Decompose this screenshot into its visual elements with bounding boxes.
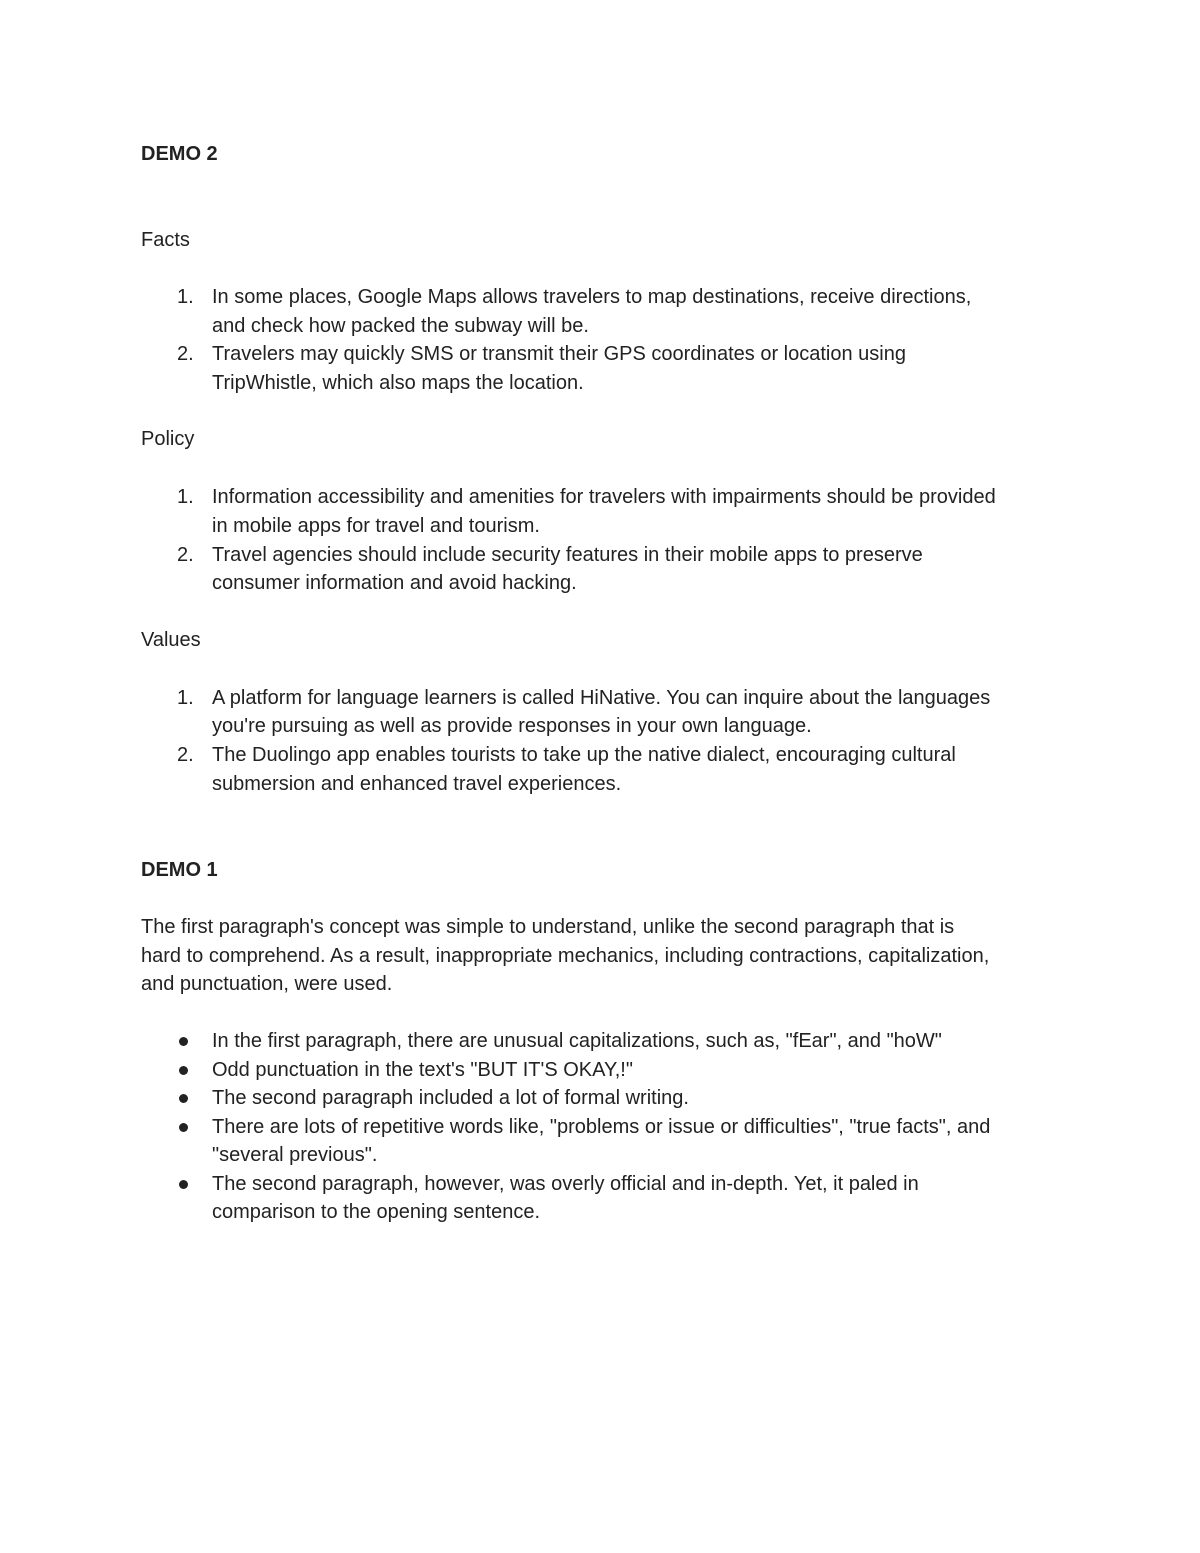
- document-content: [141, 140, 1071, 1227]
- demo1-bullet-list: [141, 1027, 1071, 1227]
- bullet-icon: [179, 1066, 188, 1075]
- values-item-2: [141, 741, 1071, 798]
- bullet-icon: [179, 1094, 188, 1103]
- list-item-line: The second paragraph included a lot of formal writing.: [212, 1087, 689, 1110]
- facts-list: [141, 283, 1071, 397]
- list-item-line: A platform for language learners is called HiNative. You can inquire about the languages: [212, 686, 991, 709]
- list-item-line: Information accessibility and amenities for travelers with impairments should be provided: [212, 486, 996, 509]
- list-number: 2.: [177, 743, 194, 766]
- demo1-paragraph: [141, 913, 1071, 999]
- list-item-line: In the first paragraph, there are unusual capitalizations, such as, "fEar", and "hoW": [212, 1029, 942, 1052]
- bullet-item-4: [141, 1113, 1071, 1170]
- list-item-line: comparison to the opening sentence.: [212, 1201, 540, 1224]
- list-number: 2.: [177, 343, 194, 366]
- bullet-item-3: [141, 1084, 1071, 1113]
- list-item-line: In some places, Google Maps allows travelers to map destinations, receive directions,: [212, 286, 972, 308]
- list-item-line: "several previous".: [212, 1144, 378, 1167]
- list-item-line: you're pursuing as well as provide responses in your own language.: [212, 715, 812, 738]
- list-number: 2.: [177, 543, 194, 566]
- paragraph-line: The first paragraph's concept was simple to understand, unlike the second paragraph that is: [141, 916, 955, 939]
- list-item-line: The Duolingo app enables tourists to take up the native dialect, encouraging cultural: [212, 743, 956, 766]
- policy-list: [141, 483, 1071, 597]
- list-item-line: Travel agencies should include security features in their mobile apps to preserve: [212, 543, 923, 566]
- list-item-line: in mobile apps for travel and tourism.: [212, 514, 540, 537]
- values-item-1: [141, 684, 1071, 741]
- list-item-line: submersion and enhanced travel experiences.: [212, 772, 622, 795]
- list-item-line: Travelers may quickly SMS or transmit their GPS coordinates or location using: [212, 343, 906, 366]
- facts-label: Facts: [141, 229, 190, 251]
- list-item-line: and check how packed the subway will be.: [212, 314, 589, 337]
- values-label: Values: [141, 628, 201, 651]
- bullet-icon: [179, 1180, 188, 1189]
- list-item-line: Odd punctuation in the text's "BUT IT'S OKAY,!": [212, 1058, 633, 1081]
- facts-item-1: [141, 283, 1071, 340]
- list-item-line: TripWhistle, which also maps the location.: [212, 371, 584, 394]
- paragraph-line: and punctuation, were used.: [141, 973, 393, 996]
- bullet-item-2: [141, 1056, 1071, 1085]
- demo2-heading: DEMO 2: [141, 143, 218, 165]
- bullet-item-5: [141, 1170, 1071, 1227]
- list-item-line: The second paragraph, however, was overly official and in-depth. Yet, it paled in: [212, 1172, 919, 1195]
- list-item-line: There are lots of repetitive words like, "problems or issue or difficulties", "true facts", and: [212, 1115, 991, 1138]
- policy-label: Policy: [141, 428, 195, 451]
- facts-item-2: [141, 340, 1071, 397]
- list-item-line: consumer information and avoid hacking.: [212, 572, 577, 595]
- values-list: [141, 684, 1071, 798]
- list-number: 1.: [177, 686, 194, 709]
- list-number: 1.: [177, 286, 194, 308]
- bullet-item-1: [141, 1027, 1071, 1056]
- bullet-icon: [179, 1037, 188, 1046]
- paragraph-line: hard to comprehend. As a result, inappropriate mechanics, including contractions, capitalization,: [141, 944, 990, 967]
- policy-item-2: [141, 541, 1071, 598]
- demo2-heading-block: [141, 140, 1071, 168]
- policy-item-1: [141, 483, 1071, 540]
- list-number: 1.: [177, 486, 194, 509]
- bullet-icon: [179, 1123, 188, 1132]
- demo1-heading: DEMO 1: [141, 859, 218, 882]
